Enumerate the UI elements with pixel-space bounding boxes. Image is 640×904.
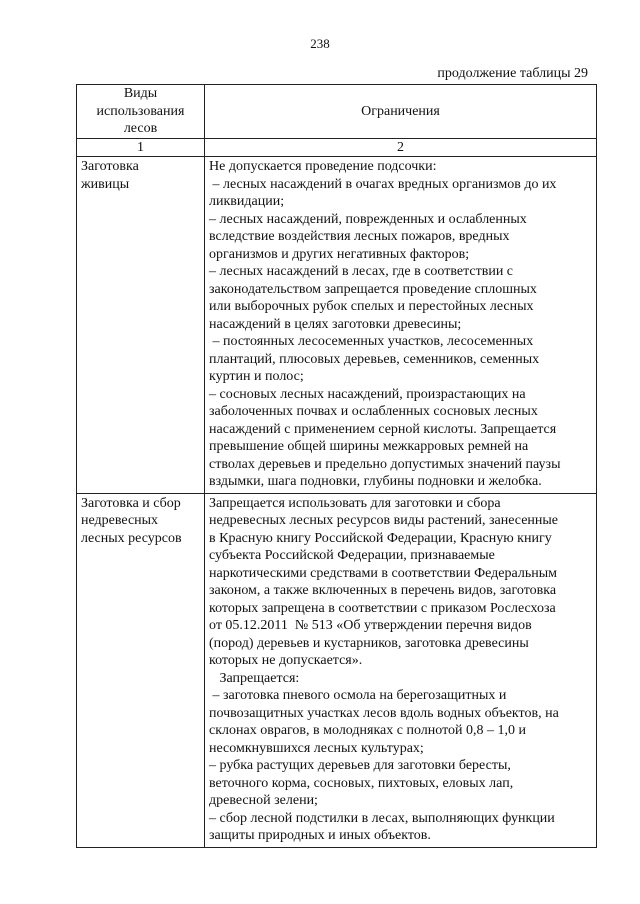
restriction-line: законом, а также включенных в перечень видов, заготовка: [209, 583, 557, 598]
header-forest-use-types: [77, 85, 205, 139]
row-forest-use-type: [77, 157, 205, 494]
column-number-1: 1: [77, 138, 205, 157]
restriction-line: вследствие воздействия лесных пожаров, вредных: [209, 229, 510, 244]
restriction-line: ликвидации;: [209, 194, 285, 209]
restriction-line: защиты природных и иных объектов.: [209, 828, 431, 843]
cell-line: Заготовка и сбор: [81, 495, 181, 511]
restriction-line: – заготовка пневого осмола на берегозащитных и: [209, 688, 507, 703]
table-row: [77, 493, 597, 847]
row-restrictions: [205, 157, 597, 494]
restriction-line: Запрещается использовать для заготовки и сбора: [209, 495, 501, 511]
restriction-line: заболоченных почвах и ослабленных сосновых лесных: [209, 404, 538, 419]
restriction-line: почвозащитных участках лесов вдоль водных объектов, на: [209, 705, 559, 721]
cell-line: Заготовка: [81, 159, 139, 174]
column-number-row: [77, 138, 597, 157]
restriction-line: – сбор лесной подстилки в лесах, выполняющих функции: [209, 810, 555, 826]
cell-line: недревесных: [81, 513, 159, 528]
row-restrictions: [205, 493, 597, 847]
page-number: 238: [310, 36, 330, 51]
table-row: [77, 157, 597, 494]
restriction-line: насаждений с применением серной кислоты. Запрещается: [209, 421, 557, 437]
restriction-line: веточного корма, сосновых, пихтовых, еловых лап,: [209, 775, 514, 791]
cell-line: лесных ресурсов: [81, 530, 182, 546]
restriction-line: наркотическими средствами в соответствии Федеральным: [209, 565, 557, 581]
restriction-line: законодательством запрещается проведение сплошных: [209, 281, 537, 297]
header-line: Виды: [123, 86, 158, 101]
restriction-line: которых не допускается».: [209, 653, 363, 668]
header-line: использования: [96, 103, 185, 119]
cell-line: живицы: [81, 176, 130, 192]
table-header-row: [77, 85, 597, 139]
restriction-line: древесной зелени;: [209, 793, 318, 808]
restriction-line: (пород) деревьев и кустарников, заготовка древесины: [209, 635, 529, 651]
restriction-line: – рубка растущих деревьев для заготовки бересты,: [209, 758, 511, 773]
restriction-line: организмов и других негативных факторов;: [209, 246, 470, 262]
restriction-line: которых запрещена в соответствии с приказом Рослесхоза: [209, 600, 556, 616]
restriction-line: насаждений в целях заготовки древесины;: [209, 316, 462, 332]
restriction-line: Не допускается проведение подсочки:: [209, 159, 437, 174]
restriction-line: стволах деревьев и предельно допустимых значений паузы: [209, 456, 561, 472]
restriction-line: от 05.12.2011 № 513 «Об утверждении перечня видов: [209, 618, 532, 633]
restriction-line: вздымки, шага подновки, глубины подновки и желобка.: [209, 474, 542, 489]
restriction-line: – лесных насаждений, поврежденных и ослабленных: [209, 211, 527, 227]
table-continuation-label: продолжение таблицы 29: [437, 66, 588, 81]
restriction-line: – лесных насаждений в лесах, где в соответствии с: [209, 264, 514, 279]
restriction-line: – лесных насаждений в очагах вредных организмов до их: [209, 176, 557, 192]
row-forest-use-type: [77, 493, 205, 847]
header-line: лесов: [123, 121, 158, 136]
restriction-line: в Красную книгу Российской Федерации, Красную книгу: [209, 530, 552, 546]
restriction-line: или выборочных рубок спелых и перестойных лесных: [209, 299, 534, 314]
header-restrictions: Ограничения: [205, 85, 597, 139]
restriction-line: плантаций, плюсовых деревьев, семенников, семенных: [209, 351, 540, 367]
restriction-line: куртин и полос;: [209, 369, 304, 384]
restriction-line: превышение общей ширины межкарровых ремней на: [209, 439, 529, 454]
restriction-line: склонах оврагов, в молодняках с полнотой 0,8 – 1,0 и: [209, 723, 526, 738]
restriction-line: – постоянных лесосеменных участков, лесосеменных: [209, 334, 534, 349]
restriction-line: – сосновых лесных насаждений, произрастающих на: [209, 386, 526, 402]
restriction-line: субъекта Российской Федерации, признаваемые: [209, 548, 495, 563]
restriction-line: несомкнувшихся лесных культурах;: [209, 740, 424, 756]
restrictions-table: [76, 84, 597, 848]
restriction-line: недревесных лесных ресурсов виды растений, занесенные: [209, 513, 559, 528]
column-number-2: 2: [205, 138, 597, 157]
restriction-line: Запрещается:: [209, 670, 300, 686]
